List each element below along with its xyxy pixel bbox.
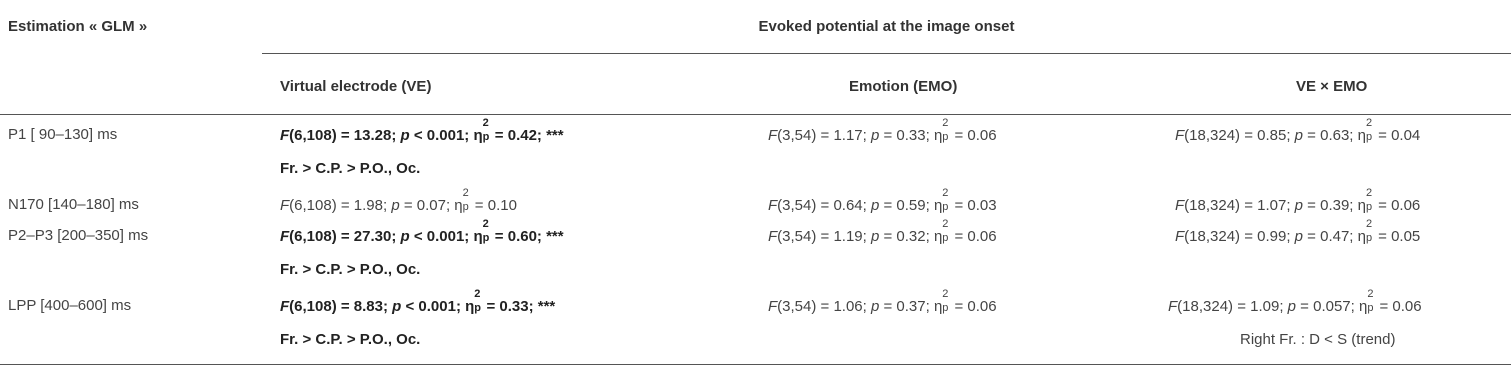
p-symbol: p: [400, 127, 410, 144]
emo-stats: F(3,54) = 0.64; p = 0.59; η 2 p = 0.03: [768, 187, 997, 214]
column-header-ve: Virtual electrode (VE): [280, 78, 432, 95]
row-label: P2–P3 [200–350] ms: [8, 227, 149, 244]
header-rule: [0, 114, 1511, 115]
ve-stats: F(6,108) = 13.28; p < 0.001; η 2 p = 0.42; ***: [280, 117, 564, 144]
vexemo-stats: F(18,324) = 0.99; p = 0.47; η 2 p = 0.05: [1175, 218, 1421, 245]
column-header-vexemo: VE × EMO: [1296, 78, 1368, 95]
emo-stats: F(3,54) = 1.17; p = 0.33; η 2 p = 0.06: [768, 117, 997, 144]
ve-posthoc: Fr. > C.P. > P.O., Oc.: [280, 331, 421, 348]
row-label: LPP [400–600] ms: [8, 297, 132, 314]
eta-symbol: η: [473, 127, 483, 144]
emo-stats: F(3,54) = 1.06; p = 0.37; η 2 p = 0.06: [768, 288, 997, 315]
vexemo-stats: F(18,324) = 1.07; p = 0.39; η 2 p = 0.06: [1175, 187, 1421, 214]
vexemo-stats: F(18,324) = 1.09; p = 0.057; η 2 p = 0.06: [1168, 288, 1422, 315]
column-header-emo: Emotion (EMO): [849, 78, 958, 95]
group-header: Evoked potential at the image onset: [758, 18, 1015, 35]
bottom-rule: [0, 364, 1511, 365]
estimation-header: Estimation « GLM »: [8, 18, 148, 35]
ve-posthoc: Fr. > C.P. > P.O., Oc.: [280, 261, 421, 278]
group-header-rule: [262, 53, 1511, 54]
emo-stats: F(3,54) = 1.19; p = 0.32; η 2 p = 0.06: [768, 218, 997, 245]
ve-stats: F(6,108) = 8.83; p < 0.001; η 2 p = 0.33; ***: [280, 288, 556, 315]
vexemo-note: Right Fr. : D < S (trend): [1240, 331, 1396, 348]
ve-posthoc: Fr. > C.P. > P.O., Oc.: [280, 160, 421, 177]
F-symbol: F: [280, 127, 290, 144]
ve-stats: F(6,108) = 27.30; p < 0.001; η 2 p = 0.60; ***: [280, 218, 564, 245]
vexemo-stats: F(18,324) = 0.85; p = 0.63; η 2 p = 0.04: [1175, 117, 1421, 144]
row-label: P1 [ 90–130] ms: [8, 126, 118, 143]
row-label: N170 [140–180] ms: [8, 196, 139, 213]
ve-stats: F(6,108) = 1.98; p = 0.07; η 2 p = 0.10: [280, 187, 517, 214]
